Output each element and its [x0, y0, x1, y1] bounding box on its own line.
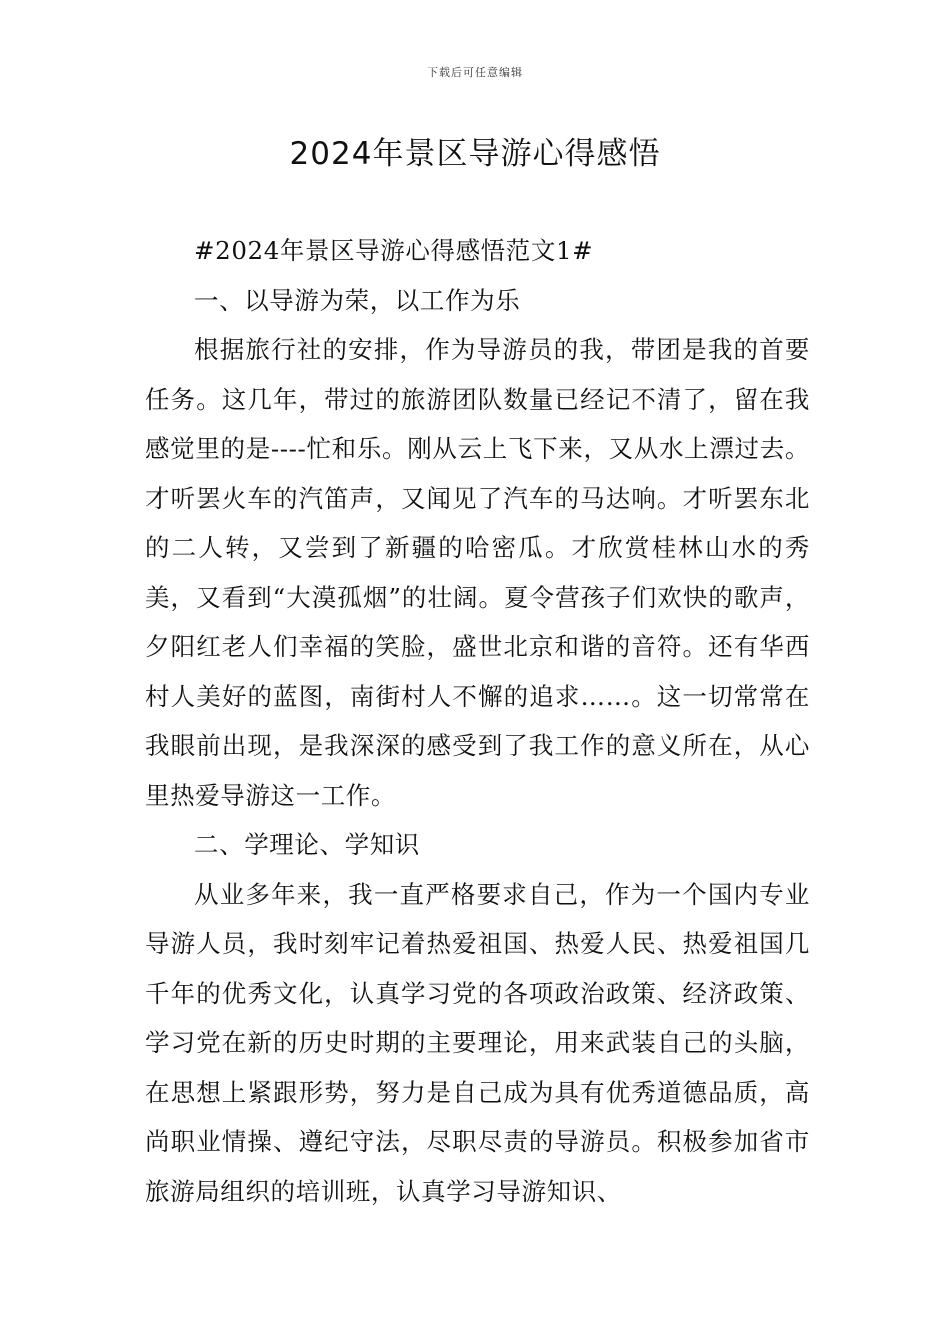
section-heading-2: 二、学理论、学知识 [194, 830, 420, 859]
document-body [145, 226, 810, 1216]
header-note: 下载后可任意编辑 [427, 66, 523, 79]
section-marker: #2024年景区导游心得感悟范文1# [194, 236, 594, 265]
document-title: 2024年景区导游心得感悟 [289, 136, 661, 172]
paragraph-1: 根据旅行社的安排，作为导游员的我，带团是我的首要任务。这几年，带过的旅游团队数量已经记不清了，留在我感觉里的是----忙和乐。刚从云上飞下来，又从水上漂过去。才听罢火车的汽笛声，又闻见了汽车的马达响。才听罢东北的二人转，又尝到了新疆的哈密瓜。才欣赏桂林山水的秀美，又看到“大漠孤烟”的壮阔。夏令营孩子们欢快的歌声，夕阳红老人们幸福的笑脸，盛世北京和谐的音符。还有华西村人美好的蓝图，南街村人不懈的追求……。这一切常常在我眼前出现，是我深深的感受到了我工作的意义所在，从心里热爱导游这一工作。 [145, 335, 810, 810]
paragraph-2: 从业多年来，我一直严格要求自己，作为一个国内专业导游人员，我时刻牢记着热爱祖国、热爱人民、热爱祖国几千年的优秀文化，认真学习党的各项政治政策、经济政策、学习党在新的历史时期的主要理论，用来武装自己的头脑，在思想上紧跟形势，努力是自己成为具有优秀道德品质，高尚职业情操、遵纪守法，尽职尽责的导游员。积极参加省市旅游局组织的培训班，认真学习导游知识、 [145, 879, 810, 1206]
section-heading-1: 一、以导游为荣，以工作为乐 [194, 285, 521, 315]
